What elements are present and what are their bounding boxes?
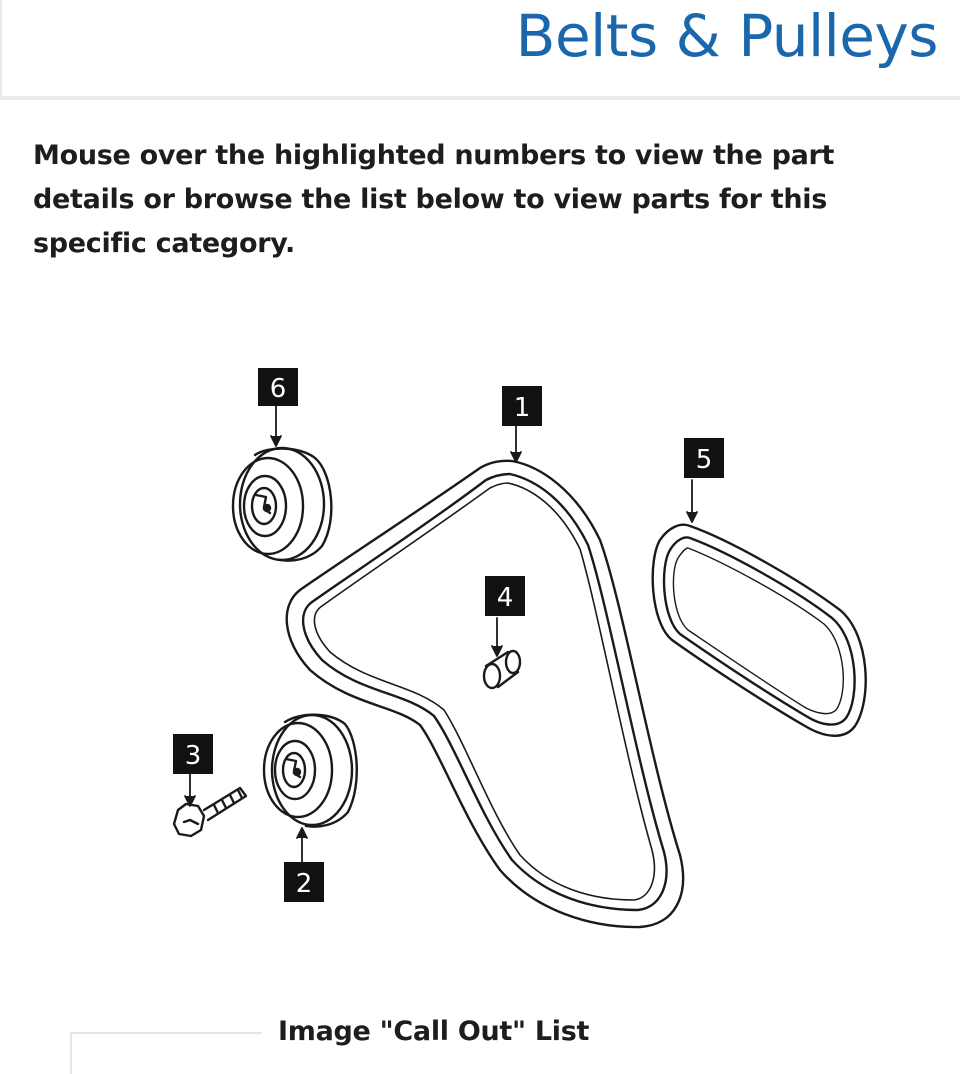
callout-4[interactable] [485,576,525,616]
callout-5[interactable] [684,438,724,478]
callout-list-panel [70,1032,262,1074]
svg-text:3: 3 [184,741,202,771]
parts-diagram [0,300,960,1000]
serpentine-belt-icon [287,461,683,927]
svg-text:1: 1 [513,393,531,423]
svg-text:4: 4 [496,583,514,613]
dowel-pin-icon [484,651,520,688]
svg-text:6: 6 [269,374,287,404]
callout-list-title: Image "Call Out" List [278,1016,590,1047]
callout-arrows [185,404,697,862]
idler-pulley-icon [233,448,331,561]
callout-2[interactable] [284,862,324,902]
callout-1[interactable] [502,386,542,426]
instructions-text: Mouse over the highlighted numbers to view the part details or browse the list below to view parts for this specific category. [33,140,835,259]
idler-pulley-icon [264,715,357,827]
callout-3[interactable] [173,734,213,774]
page-header [0,0,960,100]
svg-text:2: 2 [295,869,313,899]
drive-belt-icon [653,525,866,736]
page-title: Belts & Pulleys [515,2,938,70]
svg-text:5: 5 [695,445,713,475]
callout-6[interactable] [258,368,298,406]
